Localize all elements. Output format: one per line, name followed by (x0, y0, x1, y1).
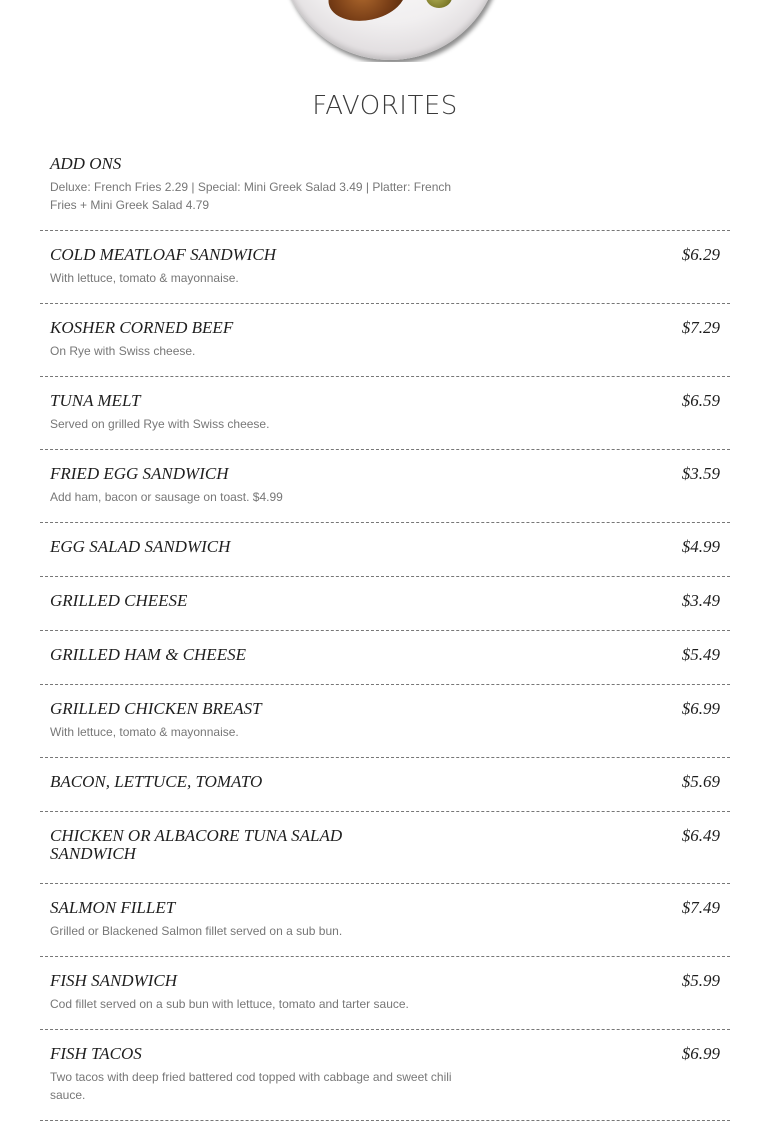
item-name: FRIED EGG SANDWICH (50, 464, 229, 483)
item-name: KOSHER CORNED BEEF (50, 318, 234, 337)
menu-item-bacon-lettuce-tomato (40, 758, 730, 812)
item-price: $6.29 (681, 245, 720, 264)
menu-item-grilled-chicken-breast (40, 685, 730, 758)
item-description: Grilled or Blackened Salmon fillet served on a sub bun. (50, 924, 343, 938)
item-price: $6.99 (681, 699, 720, 718)
item-description: Add ham, bacon or sausage on toast. $4.99 (50, 490, 283, 504)
item-description: Two tacos with deep fried battered cod topped with cabbage and sweet chili sauce. (50, 1070, 452, 1102)
item-price: $4.99 (681, 537, 720, 556)
menu-item-cold-meatloaf-sandwich (40, 231, 730, 304)
item-description: With lettuce, tomato & mayonnaise. (50, 725, 239, 739)
item-price: $7.29 (681, 318, 720, 337)
item-price: $5.69 (681, 772, 720, 791)
item-description: Cod fillet served on a sub bun with lettuce, tomato and tarter sauce. (50, 997, 409, 1011)
item-price: $6.99 (681, 1044, 720, 1063)
menu-item-fish-tacos (40, 1030, 730, 1121)
menu-item-add-ons (40, 140, 730, 231)
item-name: ADD ONS (50, 154, 122, 173)
food-plate-image (0, 0, 770, 62)
item-name: TUNA MELT (50, 391, 141, 410)
item-price: $7.49 (681, 898, 720, 917)
item-name: SALMON FILLET (50, 898, 176, 917)
item-price: $3.59 (681, 464, 720, 483)
item-description: On Rye with Swiss cheese. (50, 344, 196, 358)
item-name: COLD MEATLOAF SANDWICH (50, 245, 277, 264)
pickle-garnish (426, 0, 452, 8)
menu-item-fish-sandwich (40, 957, 730, 1030)
item-name: GRILLED CHEESE (50, 591, 188, 610)
item-price: $6.59 (681, 391, 720, 410)
item-description: With lettuce, tomato & mayonnaise. (50, 271, 239, 285)
item-price: $3.49 (681, 591, 720, 610)
item-price: $5.99 (681, 971, 720, 990)
item-name: GRILLED CHICKEN BREAST (50, 699, 262, 718)
menu-item-salmon-fillet (40, 884, 730, 957)
plate (280, 0, 500, 60)
meat-garnish (324, 0, 410, 28)
item-price: $6.49 (681, 826, 720, 845)
item-name: EGG SALAD SANDWICH (50, 537, 231, 556)
item-name: FISH SANDWICH (50, 971, 178, 990)
menu-item-fried-egg-sandwich (40, 450, 730, 523)
menu-item-egg-salad-sandwich (40, 523, 730, 577)
menu-item-tuna-melt (40, 377, 730, 450)
menu-item-kosher-corned-beef (40, 304, 730, 377)
menu-item-grilled-cheese (40, 577, 730, 631)
menu-item-chicken-or-albacore-tuna-salad-sandwich (40, 812, 730, 884)
item-price: $5.49 (681, 645, 720, 664)
menu-list (40, 140, 730, 1121)
menu-item-grilled-ham-cheese (40, 631, 730, 685)
item-description: Deluxe: French Fries 2.29 | Special: Mini Greek Salad 3.49 | Platter: French Fries + Mini Greek Salad 4.79 (50, 180, 452, 212)
section-title: FAVORITES (312, 91, 458, 121)
item-description: Served on grilled Rye with Swiss cheese. (50, 417, 270, 431)
item-name: FISH TACOS (50, 1044, 142, 1063)
item-name: BACON, LETTUCE, TOMATO (50, 772, 263, 791)
item-name: CHICKEN OR ALBACORE TUNA SALAD SANDWICH (50, 826, 343, 863)
item-name: GRILLED HAM & CHEESE (50, 645, 246, 664)
